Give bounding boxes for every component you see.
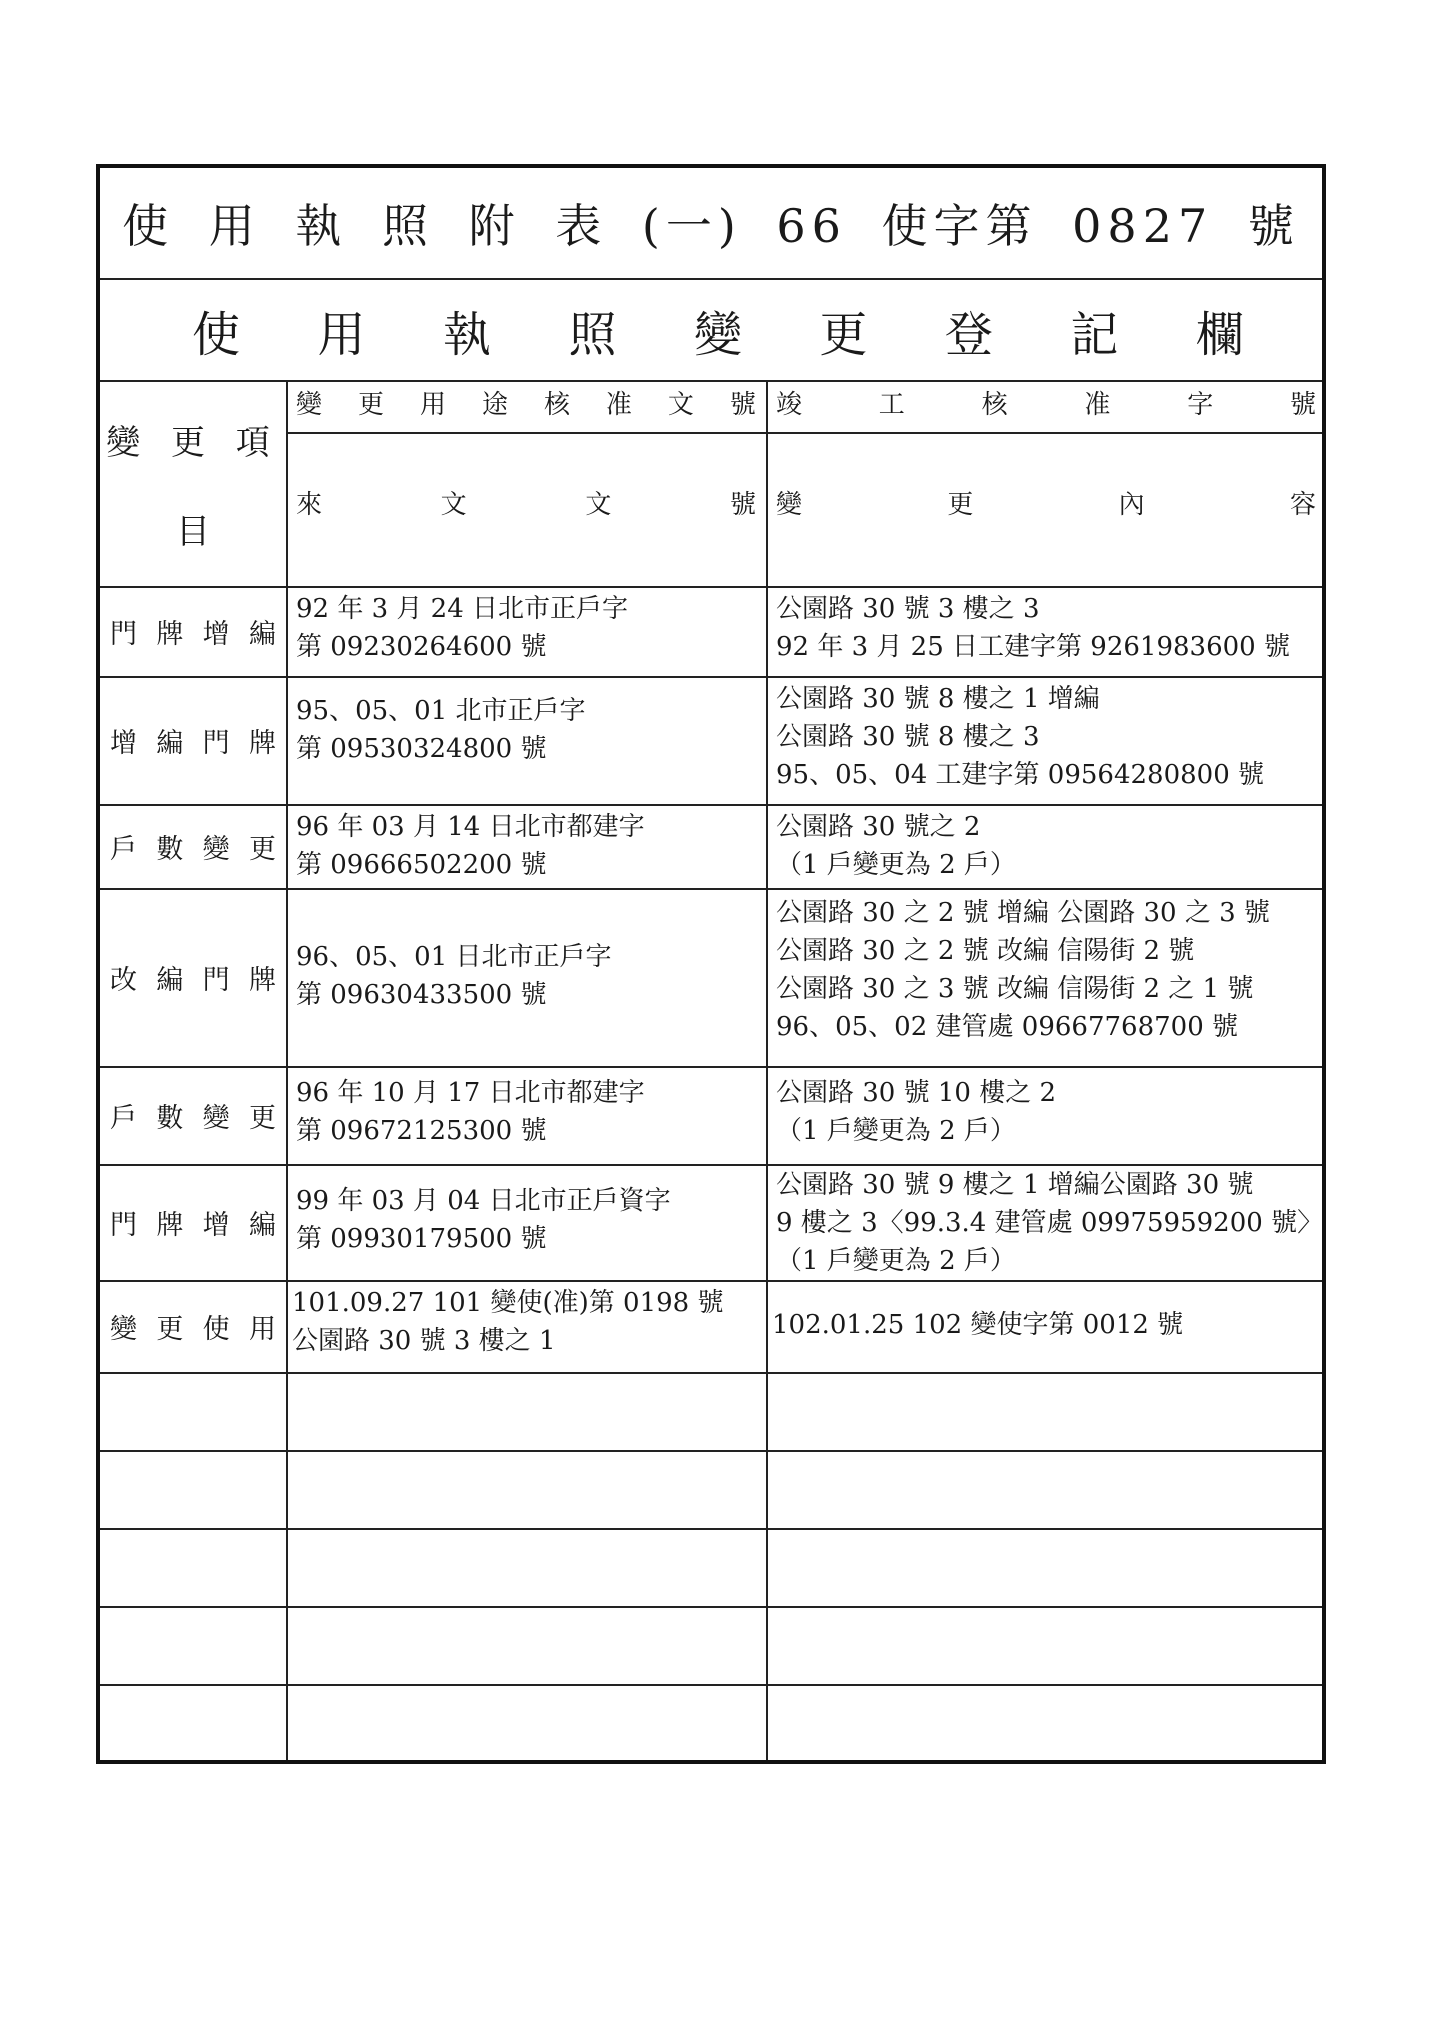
subtitle-char: 用 xyxy=(317,306,366,363)
column-divider xyxy=(286,382,288,1760)
row-change-item xyxy=(100,676,286,804)
header-char: 准 xyxy=(1084,390,1111,420)
row-divider xyxy=(100,1684,1322,1686)
header-char: 文 xyxy=(585,490,612,520)
content-line: 102.01.25 102 變使字第 0012 號 xyxy=(772,1310,1184,1340)
content-line: 公園路 30 之 3 號 改編 信陽街 2 之 1 號 xyxy=(776,974,1254,1004)
row-change-item xyxy=(100,804,286,888)
doc-line: 第 09672125300 號 xyxy=(296,1116,547,1146)
item-char: 更 xyxy=(248,1102,276,1134)
row-change-item xyxy=(100,1280,286,1372)
item-char: 編 xyxy=(248,618,276,650)
doc-line: 第 09666502200 號 xyxy=(296,850,547,880)
content-line: 95、05、04 工建字第 09564280800 號 xyxy=(776,760,1265,790)
doc-line: 第 09930179500 號 xyxy=(296,1224,547,1254)
header-char: 文 xyxy=(667,390,694,420)
header-divider xyxy=(286,432,1322,434)
item-char: 增 xyxy=(202,1209,230,1241)
item-char: 改 xyxy=(110,964,137,996)
subtitle-char: 執 xyxy=(442,306,491,363)
header-char: 竣 xyxy=(776,390,803,420)
doc-line: 第 09230264600 號 xyxy=(296,632,547,662)
row-change-content xyxy=(772,1306,1317,1344)
header-char: 核 xyxy=(981,390,1008,420)
row-change-item xyxy=(100,888,286,1066)
item-char: 門 xyxy=(202,964,230,996)
item-char: 編 xyxy=(156,727,184,759)
row-change-content xyxy=(776,894,1321,1046)
item-char: 牌 xyxy=(248,727,276,759)
header-char: 更 xyxy=(947,490,974,520)
doc-line: 96 年 10 月 17 日北市都建字 xyxy=(296,1078,645,1108)
form-subtitle xyxy=(100,280,1322,382)
content-line: 公園路 30 之 2 號 改編 信陽街 2 號 xyxy=(776,936,1195,966)
row-divider xyxy=(100,1372,1322,1374)
header-char: 號 xyxy=(729,390,756,420)
content-line: （1 戶變更為 2 戶） xyxy=(776,1246,1016,1276)
header-change-item xyxy=(100,382,286,586)
item-char: 戶 xyxy=(110,1102,137,1134)
header-char: 變 xyxy=(776,490,803,520)
row-doc-number xyxy=(292,1284,762,1360)
content-line: 公園路 30 號 8 樓之 3 xyxy=(776,722,1040,752)
item-char: 牌 xyxy=(156,618,184,650)
item-char: 門 xyxy=(202,727,230,759)
subtitle-char: 照 xyxy=(568,306,617,363)
content-line: 92 年 3 月 25 日工建字第 9261983600 號 xyxy=(776,632,1290,662)
doc-line: 第 09530324800 號 xyxy=(296,734,547,764)
registration-form xyxy=(96,164,1326,1764)
item-char: 牌 xyxy=(248,964,276,996)
item-char: 變 xyxy=(202,1102,230,1134)
subtitle-char: 變 xyxy=(693,306,742,363)
row-doc-number xyxy=(296,590,761,666)
header-char: 用 xyxy=(419,390,446,420)
item-char: 戶 xyxy=(110,833,137,865)
content-line: （1 戶變更為 2 戶） xyxy=(776,1116,1016,1146)
header-char: 號 xyxy=(729,490,756,520)
item-char: 變 xyxy=(202,833,230,865)
row-change-content xyxy=(776,1166,1324,1280)
item-char: 使 xyxy=(202,1313,230,1345)
row-change-item xyxy=(100,586,286,676)
subtitle-char: 登 xyxy=(944,306,993,363)
row-change-content xyxy=(776,808,1321,884)
header-char: 更 xyxy=(357,390,384,420)
item-char: 編 xyxy=(156,964,184,996)
header-char: 工 xyxy=(878,390,905,420)
item-char: 數 xyxy=(156,833,184,865)
item-char: 增 xyxy=(110,727,137,759)
header-item-line: 變 更 項 xyxy=(106,423,280,463)
header-char: 變 xyxy=(296,390,323,420)
subtitle-char: 記 xyxy=(1070,306,1119,363)
header-approval-doc-no xyxy=(296,386,756,430)
content-line: 公園路 30 之 2 號 增編 公園路 30 之 3 號 xyxy=(776,898,1270,928)
content-line: 公園路 30 號 8 樓之 1 增編 xyxy=(776,684,1100,714)
doc-line: 第 09630433500 號 xyxy=(296,980,547,1010)
header-char: 核 xyxy=(543,390,570,420)
row-change-content xyxy=(776,1074,1321,1150)
subtitle-char: 欄 xyxy=(1195,306,1244,363)
doc-line: 101.09.27 101 變使(准)第 0198 號 xyxy=(292,1288,724,1318)
doc-line: 95、05、01 北市正戶字 xyxy=(296,696,586,726)
header-char: 字 xyxy=(1187,390,1214,420)
item-char: 牌 xyxy=(156,1209,184,1241)
header-char: 途 xyxy=(481,390,508,420)
item-char: 數 xyxy=(156,1102,184,1134)
header-char: 容 xyxy=(1289,490,1316,520)
page-title: 使 用 執 照 附 表 (一) 66 使字第 0827 號 xyxy=(100,168,1322,280)
header-item-line: 目 xyxy=(176,512,210,552)
column-divider xyxy=(766,382,768,1760)
content-line: 公園路 30 號 9 樓之 1 增編公園路 30 號 xyxy=(776,1170,1254,1200)
item-char: 門 xyxy=(110,618,137,650)
item-char: 編 xyxy=(248,1209,276,1241)
doc-line: 96、05、01 日北市正戶字 xyxy=(296,942,612,972)
header-completion-approval-no xyxy=(776,386,1316,430)
subtitle-char: 更 xyxy=(819,306,868,363)
item-char: 更 xyxy=(248,833,276,865)
content-line: 96、05、02 建管處 09667768700 號 xyxy=(776,1012,1239,1042)
header-char: 來 xyxy=(296,490,323,520)
row-change-item xyxy=(100,1164,286,1280)
item-char: 變 xyxy=(110,1313,137,1345)
content-line: 公園路 30 號 3 樓之 3 xyxy=(776,594,1040,624)
content-line: 公園路 30 號 10 樓之 2 xyxy=(776,1078,1057,1108)
content-line: （1 戶變更為 2 戶） xyxy=(776,850,1016,880)
item-char: 用 xyxy=(248,1313,276,1345)
header-change-content xyxy=(776,486,1316,530)
doc-line: 92 年 3 月 24 日北市正戶字 xyxy=(296,594,629,624)
row-change-content xyxy=(776,590,1321,666)
row-divider xyxy=(100,1606,1322,1608)
header-char: 准 xyxy=(605,390,632,420)
row-divider xyxy=(100,1450,1322,1452)
doc-line: 公園路 30 號 3 樓之 1 xyxy=(292,1326,556,1356)
header-char: 文 xyxy=(440,490,467,520)
content-line: 公園路 30 號之 2 xyxy=(776,812,981,842)
header-char: 號 xyxy=(1289,390,1316,420)
header-incoming-doc-no xyxy=(296,486,756,530)
doc-line: 99 年 03 月 04 日北市正戶資字 xyxy=(296,1186,671,1216)
item-char: 門 xyxy=(110,1209,137,1241)
row-change-content xyxy=(776,680,1321,794)
row-doc-number xyxy=(296,808,761,884)
row-doc-number xyxy=(296,938,761,1014)
content-line: 9 樓之 3〈99.3.4 建管處 09975959200 號〉 xyxy=(776,1208,1324,1238)
item-char: 增 xyxy=(202,618,230,650)
row-divider xyxy=(100,1528,1322,1530)
doc-line: 96 年 03 月 14 日北市都建字 xyxy=(296,812,645,842)
row-doc-number xyxy=(296,1182,761,1258)
row-doc-number xyxy=(296,692,761,768)
row-doc-number xyxy=(296,1074,761,1150)
header-char: 內 xyxy=(1118,490,1145,520)
item-char: 更 xyxy=(156,1313,184,1345)
row-change-item xyxy=(100,1066,286,1164)
subtitle-char: 使 xyxy=(192,306,241,363)
